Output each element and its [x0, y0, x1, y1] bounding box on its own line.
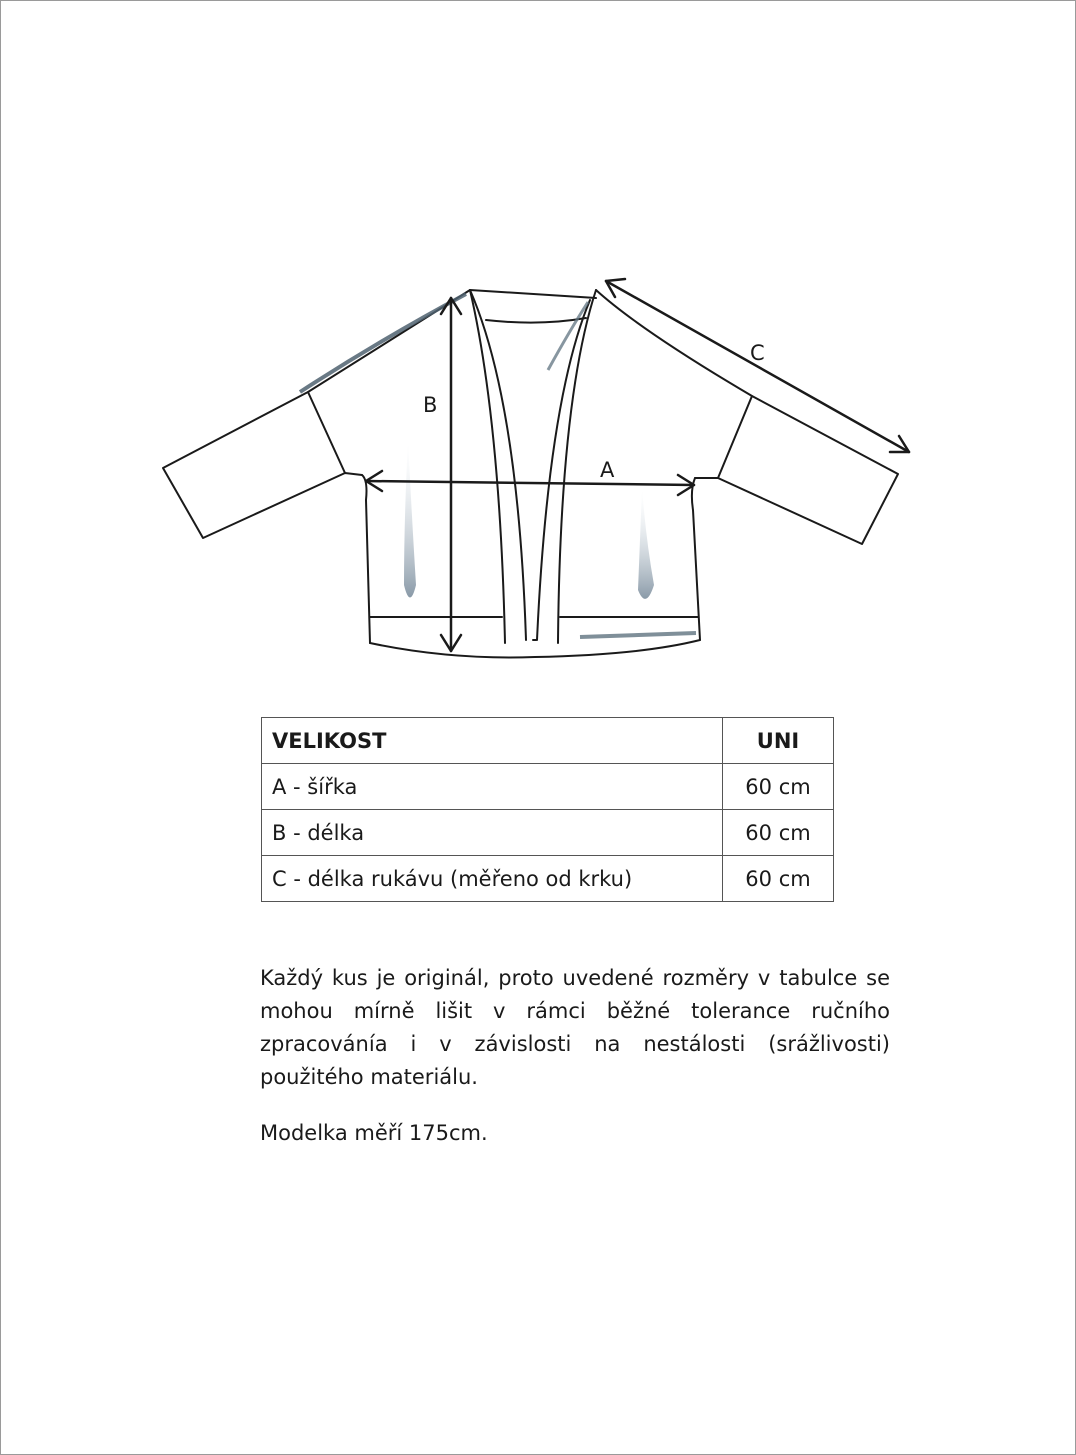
back-neck — [470, 290, 596, 298]
left-front-band-inner — [470, 290, 526, 640]
shading-hem-right — [580, 633, 696, 637]
shading-left-fold — [404, 440, 416, 598]
label-a: A — [600, 458, 615, 482]
garment-measurement-diagram — [150, 265, 930, 675]
header-velikost: VELIKOST — [262, 718, 723, 764]
table-row — [262, 810, 834, 856]
body-right — [692, 478, 700, 640]
right-sleeve — [596, 290, 898, 544]
hem — [370, 640, 700, 657]
shading-left-shoulder — [300, 294, 466, 392]
right-front-band-inner — [537, 300, 590, 640]
right-cuff-seam — [718, 396, 752, 478]
left-cuff-seam — [308, 392, 345, 473]
row-label: B - délka — [262, 810, 723, 856]
row-value: 60 cm — [723, 764, 834, 810]
model-height-note: Modelka měří 175cm. — [260, 1121, 488, 1145]
back-neck-inner — [486, 318, 586, 323]
arrow-a-line — [366, 481, 694, 485]
shading-right-fold — [638, 488, 654, 599]
arrow-c-top-head — [606, 279, 625, 297]
table-row — [262, 856, 834, 902]
label-b: B — [423, 393, 438, 417]
jacket-drawing — [150, 265, 930, 675]
shading-collar — [548, 302, 588, 370]
header-size-uni: UNI — [723, 718, 834, 764]
table-row — [262, 764, 834, 810]
arrow-c-line — [606, 281, 909, 452]
row-value: 60 cm — [723, 810, 834, 856]
row-label: C - délka rukávu (měřeno od krku) — [262, 856, 723, 902]
body-left — [362, 475, 370, 643]
table-header-row — [262, 718, 834, 764]
row-value: 60 cm — [723, 856, 834, 902]
row-label: A - šířka — [262, 764, 723, 810]
left-front-band-outer — [470, 290, 505, 643]
size-table — [261, 717, 834, 902]
tolerance-note: Každý kus je originál, proto uvedené rozměry v tabulce se mohou mírně lišit v rámci běžné tolerance ručního zpracovánía i v závislosti na nestálosti (srážlivosti) použitého materiálu. — [260, 966, 890, 1089]
label-c: C — [750, 341, 765, 365]
